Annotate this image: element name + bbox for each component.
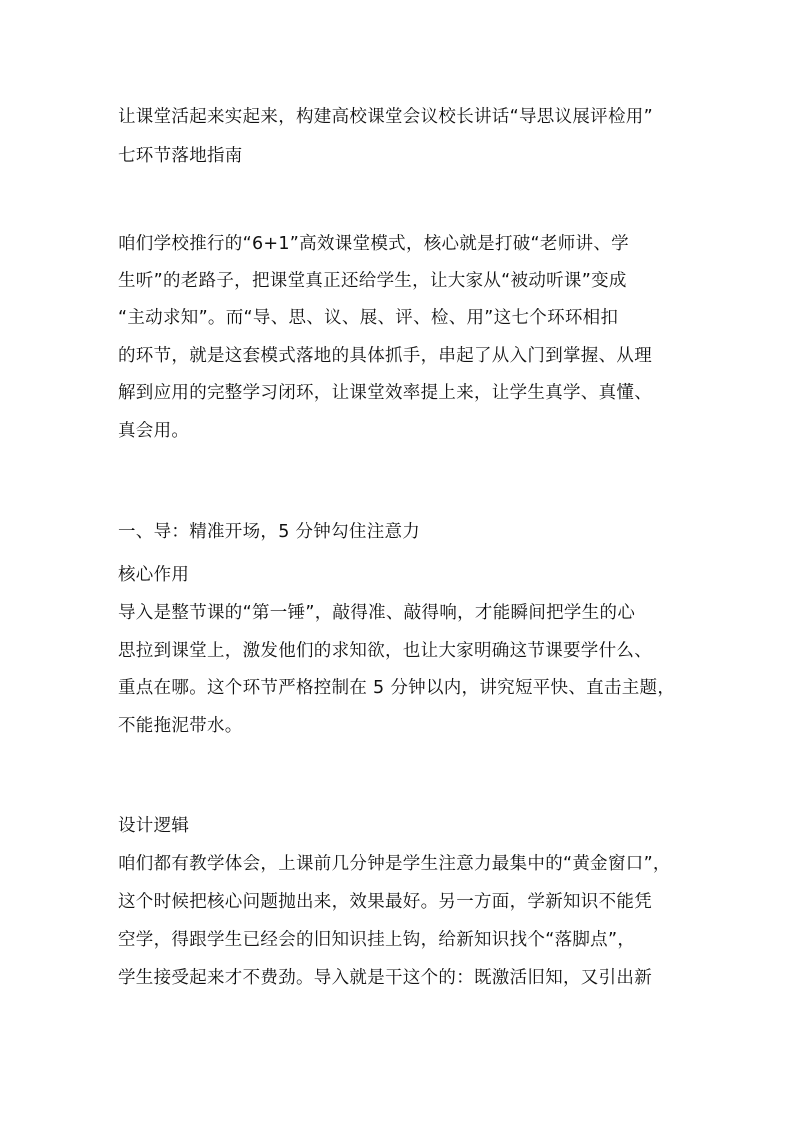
intro-line: 的环节，就是这套模式落地的具体抓手，串起了从入门到掌握、从理	[118, 346, 652, 366]
paragraph-line: 学生接受起来才不费劲。导入就是干这个的：既激活旧知，又引出新	[118, 968, 652, 988]
intro-line: 真会用。	[118, 421, 190, 441]
section-heading: 一、导：精准开场，5 分钟勾住注意力	[118, 522, 421, 542]
subsection-title: 设计逻辑	[118, 816, 190, 836]
paragraph-line: 思拉到课堂上，激发他们的求知欲，也让大家明确这节课要学什么、	[118, 641, 652, 661]
intro-line: 生听”的老路子，把课堂真正还给学生，让大家从“被动听课”变成	[118, 271, 627, 291]
paragraph-line: 不能拖泥带水。	[118, 716, 243, 736]
intro-line: 咱们学校推行的“6+1”高效课堂模式，核心就是打破“老师讲、学	[118, 234, 629, 254]
paragraph-line: 重点在哪。这个环节严格控制在 5 分钟以内，讲究短平快、直击主题，	[118, 678, 676, 698]
intro-line: “主动求知”。而“导、思、议、展、评、检、用”这七个环环相扣	[118, 308, 619, 328]
paragraph-line: 这个时候把核心问题抛出来，效果最好。另一方面，学新知识不能凭	[118, 892, 652, 912]
paragraph-line: 咱们都有教学体会，上课前几分钟是学生注意力最集中的“黄金窗口”，	[118, 854, 671, 874]
paragraph-line: 导入是整节课的“第一锤”，敲得准、敲得响，才能瞬间把学生的心	[118, 603, 636, 623]
document-title-line-1: 让课堂活起来实起来，构建高校课堂会议校长讲话“导思议展评检用”	[118, 107, 653, 127]
subsection-title: 核心作用	[118, 565, 190, 585]
document-title-line-2: 七环节落地指南	[118, 146, 243, 166]
intro-line: 解到应用的完整学习闭环，让课堂效率提上来，让学生真学、真懂、	[118, 383, 652, 403]
paragraph-line: 空学，得跟学生已经会的旧知识挂上钩，给新知识找个“落脚点”，	[118, 930, 636, 950]
